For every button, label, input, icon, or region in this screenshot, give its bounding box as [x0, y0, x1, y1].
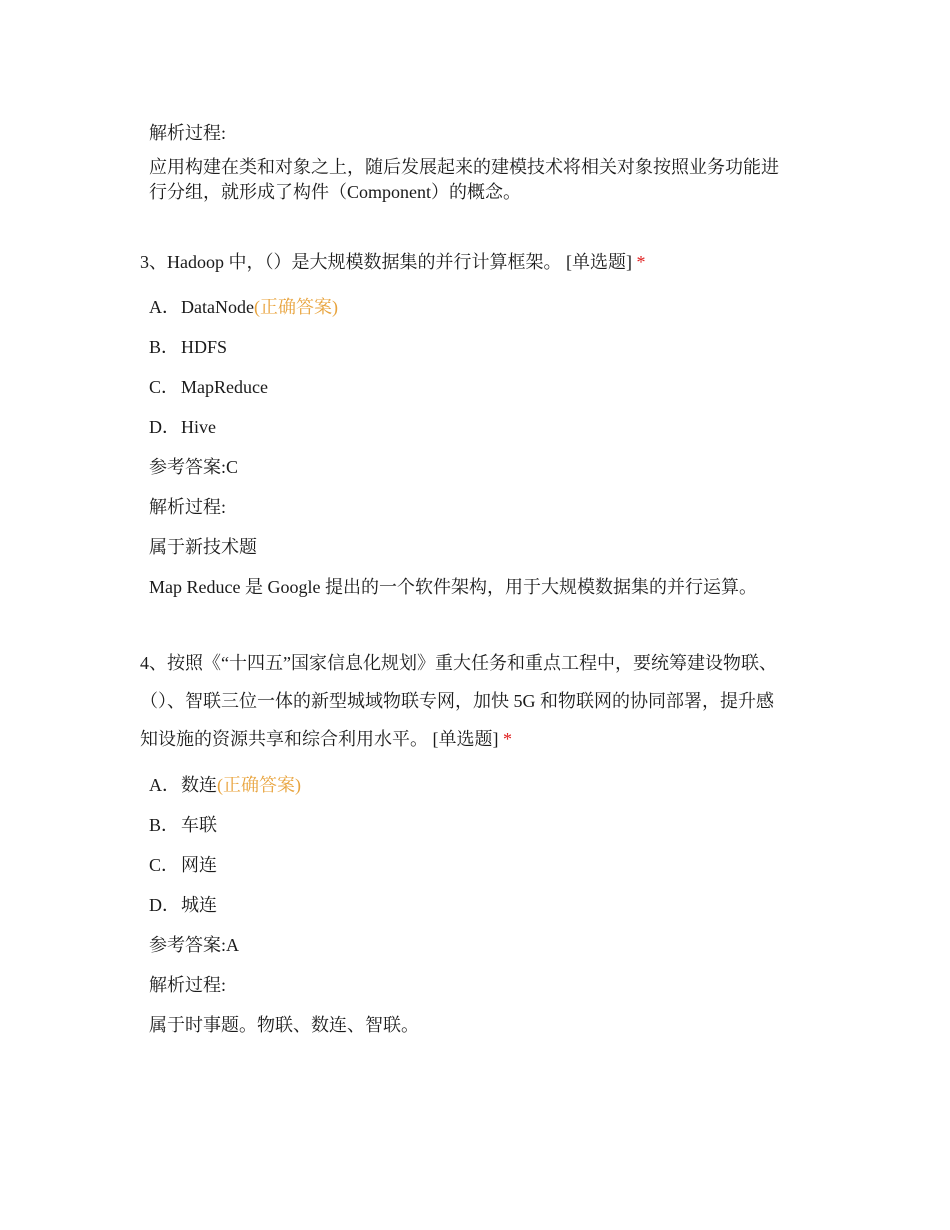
q4-correct-tag: (正确答案) — [217, 775, 301, 795]
q4-reference-answer: 参考答案:A — [149, 935, 239, 955]
q4-question-line-2: （）、智联三位一体的新型城域物联专网，加快 5G 和物联网的协同部署，提升感 — [140, 691, 774, 711]
q4-option-d — [149, 893, 217, 917]
q3-option-c-letter: C． — [149, 377, 180, 397]
q3-option-c — [149, 375, 268, 399]
q2-analysis-line-1: 应用构建在类和对象之上，随后发展起来的建模技术将相关对象按照业务功能进 — [149, 157, 779, 177]
q4-option-b — [149, 813, 217, 837]
q3-question — [140, 250, 645, 274]
q4-option-a-letter: A． — [149, 775, 180, 795]
q4-analysis-line-1: 属于时事题。物联、数连、智联。 — [149, 1015, 419, 1035]
q4-option-d-text: 城连 — [181, 895, 217, 915]
q3-option-b — [149, 335, 227, 359]
q3-option-a-letter: A． — [149, 297, 180, 317]
q3-correct-tag: (正确答案) — [253, 297, 338, 317]
q3-option-b-text: HDFS — [181, 337, 228, 357]
q2-analysis-label: 解析过程: — [149, 123, 227, 143]
q4-question-line-1: 4、按照《“十四五”国家信息化规划》重大任务和重点工程中，要统筹建设物联、 — [140, 653, 777, 673]
q3-analysis-label: 解析过程: — [149, 497, 227, 517]
q4-question-line-3-text: 知设施的资源共享和综合利用水平。 [单选题] — [140, 729, 499, 749]
q3-option-c-text: MapReduce — [181, 377, 268, 397]
q3-option-a — [149, 295, 338, 319]
q3-analysis-line-1: 属于新技术题 — [149, 537, 257, 557]
q3-required-mark: * — [636, 252, 646, 272]
q4-option-a-text: 数连 — [181, 775, 217, 795]
q3-option-b-letter: B． — [149, 337, 180, 357]
q3-question-text: 3、Hadoop 中，（）是大规模数据集的并行计算框架。 [单选题] — [140, 252, 632, 272]
q4-analysis-label: 解析过程: — [149, 975, 227, 995]
q3-reference-answer: 参考答案:C — [149, 457, 239, 477]
q3-option-a-text: DataNode — [181, 297, 254, 317]
q2-analysis-line-2: 行分组，就形成了构件（Component）的概念。 — [149, 182, 521, 202]
q4-option-c-text: 网连 — [181, 855, 217, 875]
q4-option-c-letter: C． — [149, 855, 180, 875]
q4-option-c — [149, 853, 217, 877]
q4-option-b-letter: B． — [149, 815, 180, 835]
q4-option-b-text: 车联 — [181, 815, 217, 835]
q3-option-d — [149, 415, 216, 439]
q3-option-d-letter: D． — [149, 417, 180, 437]
q4-option-d-letter: D． — [149, 895, 180, 915]
q3-option-d-text: Hive — [181, 417, 216, 437]
q3-analysis-line-2: Map Reduce 是 Google 提出的一个软件架构，用于大规模数据集的并行运算。 — [149, 577, 757, 597]
q4-required-mark: * — [503, 729, 512, 749]
q4-question-line-3 — [140, 727, 512, 751]
q4-option-a — [149, 773, 301, 797]
